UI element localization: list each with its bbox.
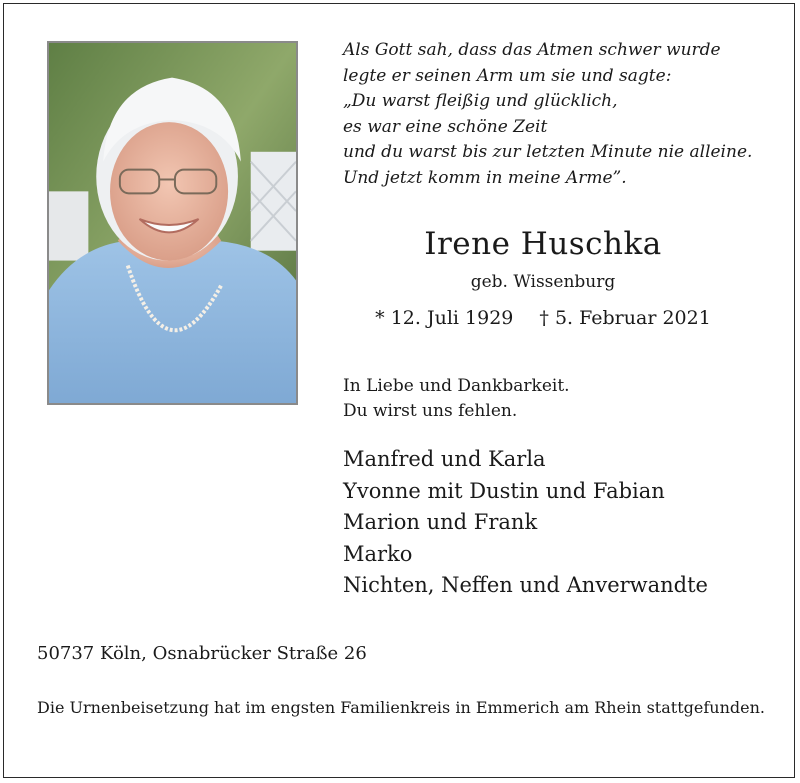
poem <box>343 38 783 191</box>
birth-date: * 12. Juli 1929 <box>375 307 514 329</box>
family-member: Marion und Frank <box>343 510 538 534</box>
family-list <box>343 444 708 602</box>
portrait-photo <box>47 41 298 405</box>
life-dates <box>343 307 743 329</box>
portrait-illustration <box>49 43 296 403</box>
thanks-line: Du wirst uns fehlen. <box>343 401 518 421</box>
deceased-name: Irene Huschka <box>424 226 662 262</box>
family-member: Yvonne mit Dustin und Fabian <box>343 478 665 503</box>
death-date: † 5. Februar 2021 <box>539 307 711 329</box>
poem-line: und du warst bis zur letzten Minute nie alleine. <box>343 142 753 162</box>
burial-notice: Die Urnenbeisetzung hat im engsten Familienkreis in Emmerich am Rhein stattgefunden. <box>37 698 765 717</box>
poem-line: legte er seinen Arm um sie und sagte: <box>343 65 672 86</box>
poem-line: Und jetzt komm in meine Arme”. <box>343 167 627 188</box>
address: 50737 Köln, Osnabrücker Straße 26 <box>37 643 367 664</box>
birth-name: geb. Wissenburg <box>470 272 616 292</box>
thanks-message <box>343 374 570 424</box>
family-member: Marko <box>343 541 413 566</box>
poem-line: es war eine schöne Zeit <box>343 116 548 137</box>
family-member: Manfred und Karla <box>343 447 546 471</box>
poem-line: Als Gott sah, dass das Atmen schwer wurde <box>343 40 721 60</box>
poem-line: „Du warst fleißig und glücklich, <box>343 91 618 111</box>
thanks-line: In Liebe und Dankbarkeit. <box>343 376 570 396</box>
family-member: Nichten, Neffen und Anverwandte <box>343 573 708 597</box>
